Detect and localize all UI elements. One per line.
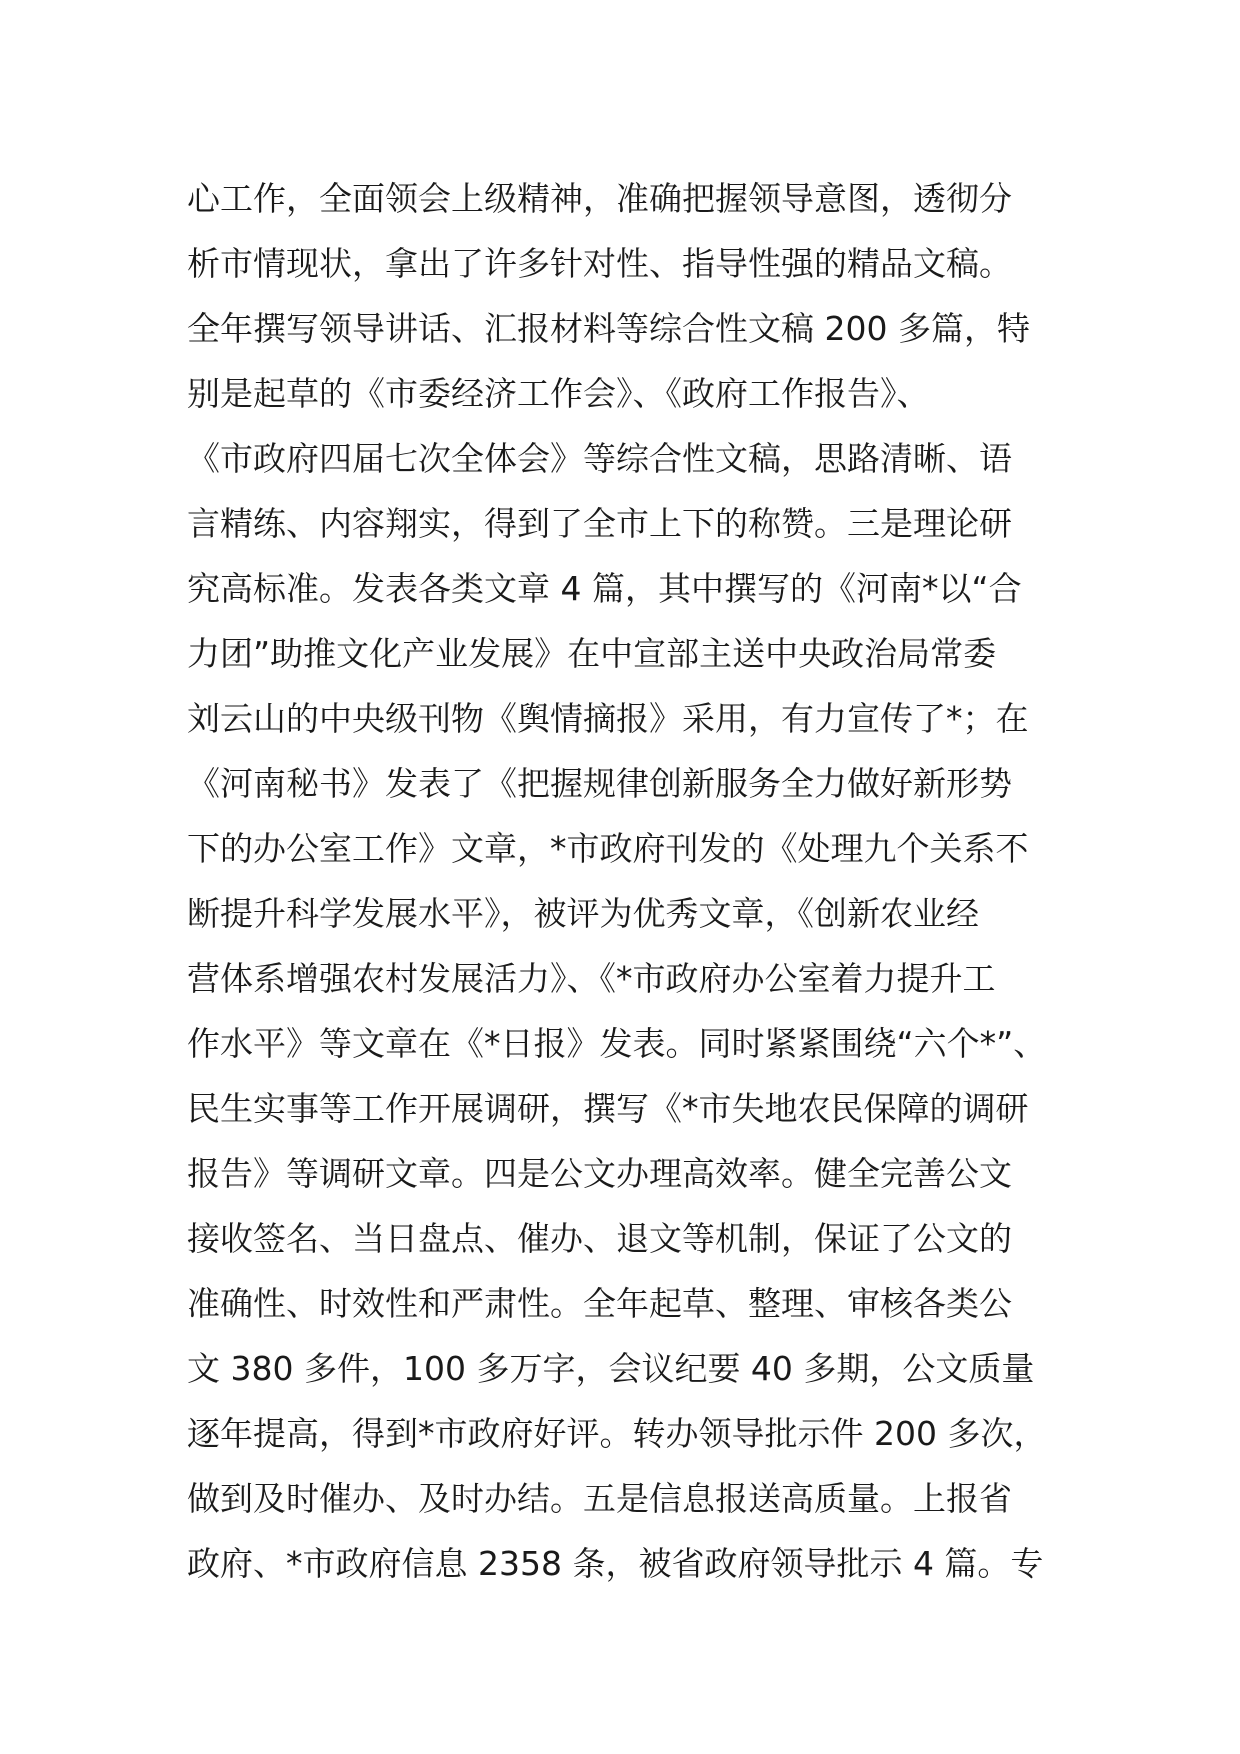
text-line-16: 报告》等调研文章。四是公文办理高效率。健全完善公文 bbox=[187, 1154, 1012, 1193]
text-line-14: 作水平》等文章在《*日报》发表。同时紧紧围绕“六个*”、 bbox=[187, 1024, 1047, 1063]
text-line-13: 营体系增强农村发展活力》、《*市政府办公室着力提升工 bbox=[187, 959, 996, 998]
body-text bbox=[187, 166, 1067, 1596]
text-line-4: 别是起草的《市委经济工作会》、《政府工作报告》、 bbox=[187, 374, 930, 413]
text-line-8: 力团”助推文化产业发展》在中宣部主送中央政治局常委 bbox=[187, 634, 997, 673]
text-line-3: 全年撰写领导讲话、汇报材料等综合性文稿 200 多篇，特 bbox=[187, 309, 1030, 348]
text-line-11: 下的办公室工作》文章，*市政府刊发的《处理九个关系不 bbox=[187, 829, 1029, 868]
text-line-9: 刘云山的中央级刊物《舆情摘报》采用，有力宣传了*；在 bbox=[187, 699, 1029, 738]
text-line-7: 究高标准。发表各类文章 4 篇，其中撰写的《河南*以“合 bbox=[187, 569, 1022, 608]
text-line-17: 接收签名、当日盘点、催办、退文等机制，保证了公文的 bbox=[187, 1219, 1012, 1258]
text-line-22: 政府、*市政府信息 2358 条，被省政府领导批示 4 篇。专 bbox=[187, 1544, 1044, 1583]
text-line-20: 逐年提高，得到*市政府好评。转办领导批示件 200 多次， bbox=[187, 1414, 1047, 1453]
text-line-1: 心工作，全面领会上级精神，准确把握领导意图，透彻分 bbox=[187, 179, 1012, 218]
text-line-19: 文 380 多件，100 多万字，会议纪要 40 多期，公文质量 bbox=[187, 1349, 1035, 1388]
text-line-10: 《河南秘书》发表了《把握规律创新服务全力做好新形势 bbox=[187, 764, 1012, 803]
text-line-21: 做到及时催办、及时办结。五是信息报送高质量。上报省 bbox=[187, 1479, 1012, 1518]
text-line-12: 断提升科学发展水平》，被评为优秀文章，《创新农业经 bbox=[187, 894, 979, 933]
text-line-2: 析市情现状，拿出了许多针对性、指导性强的精品文稿。 bbox=[187, 244, 1012, 283]
text-line-6: 言精练、内容翔实，得到了全市上下的称赞。三是理论研 bbox=[187, 504, 1012, 543]
text-line-15: 民生实事等工作开展调研，撰写《*市失地农民保障的调研 bbox=[187, 1089, 1029, 1128]
text-line-18: 准确性、时效性和严肃性。全年起草、整理、审核各类公 bbox=[187, 1284, 1012, 1323]
text-line-5: 《市政府四届七次全体会》等综合性文稿，思路清晰、语 bbox=[187, 439, 1012, 478]
